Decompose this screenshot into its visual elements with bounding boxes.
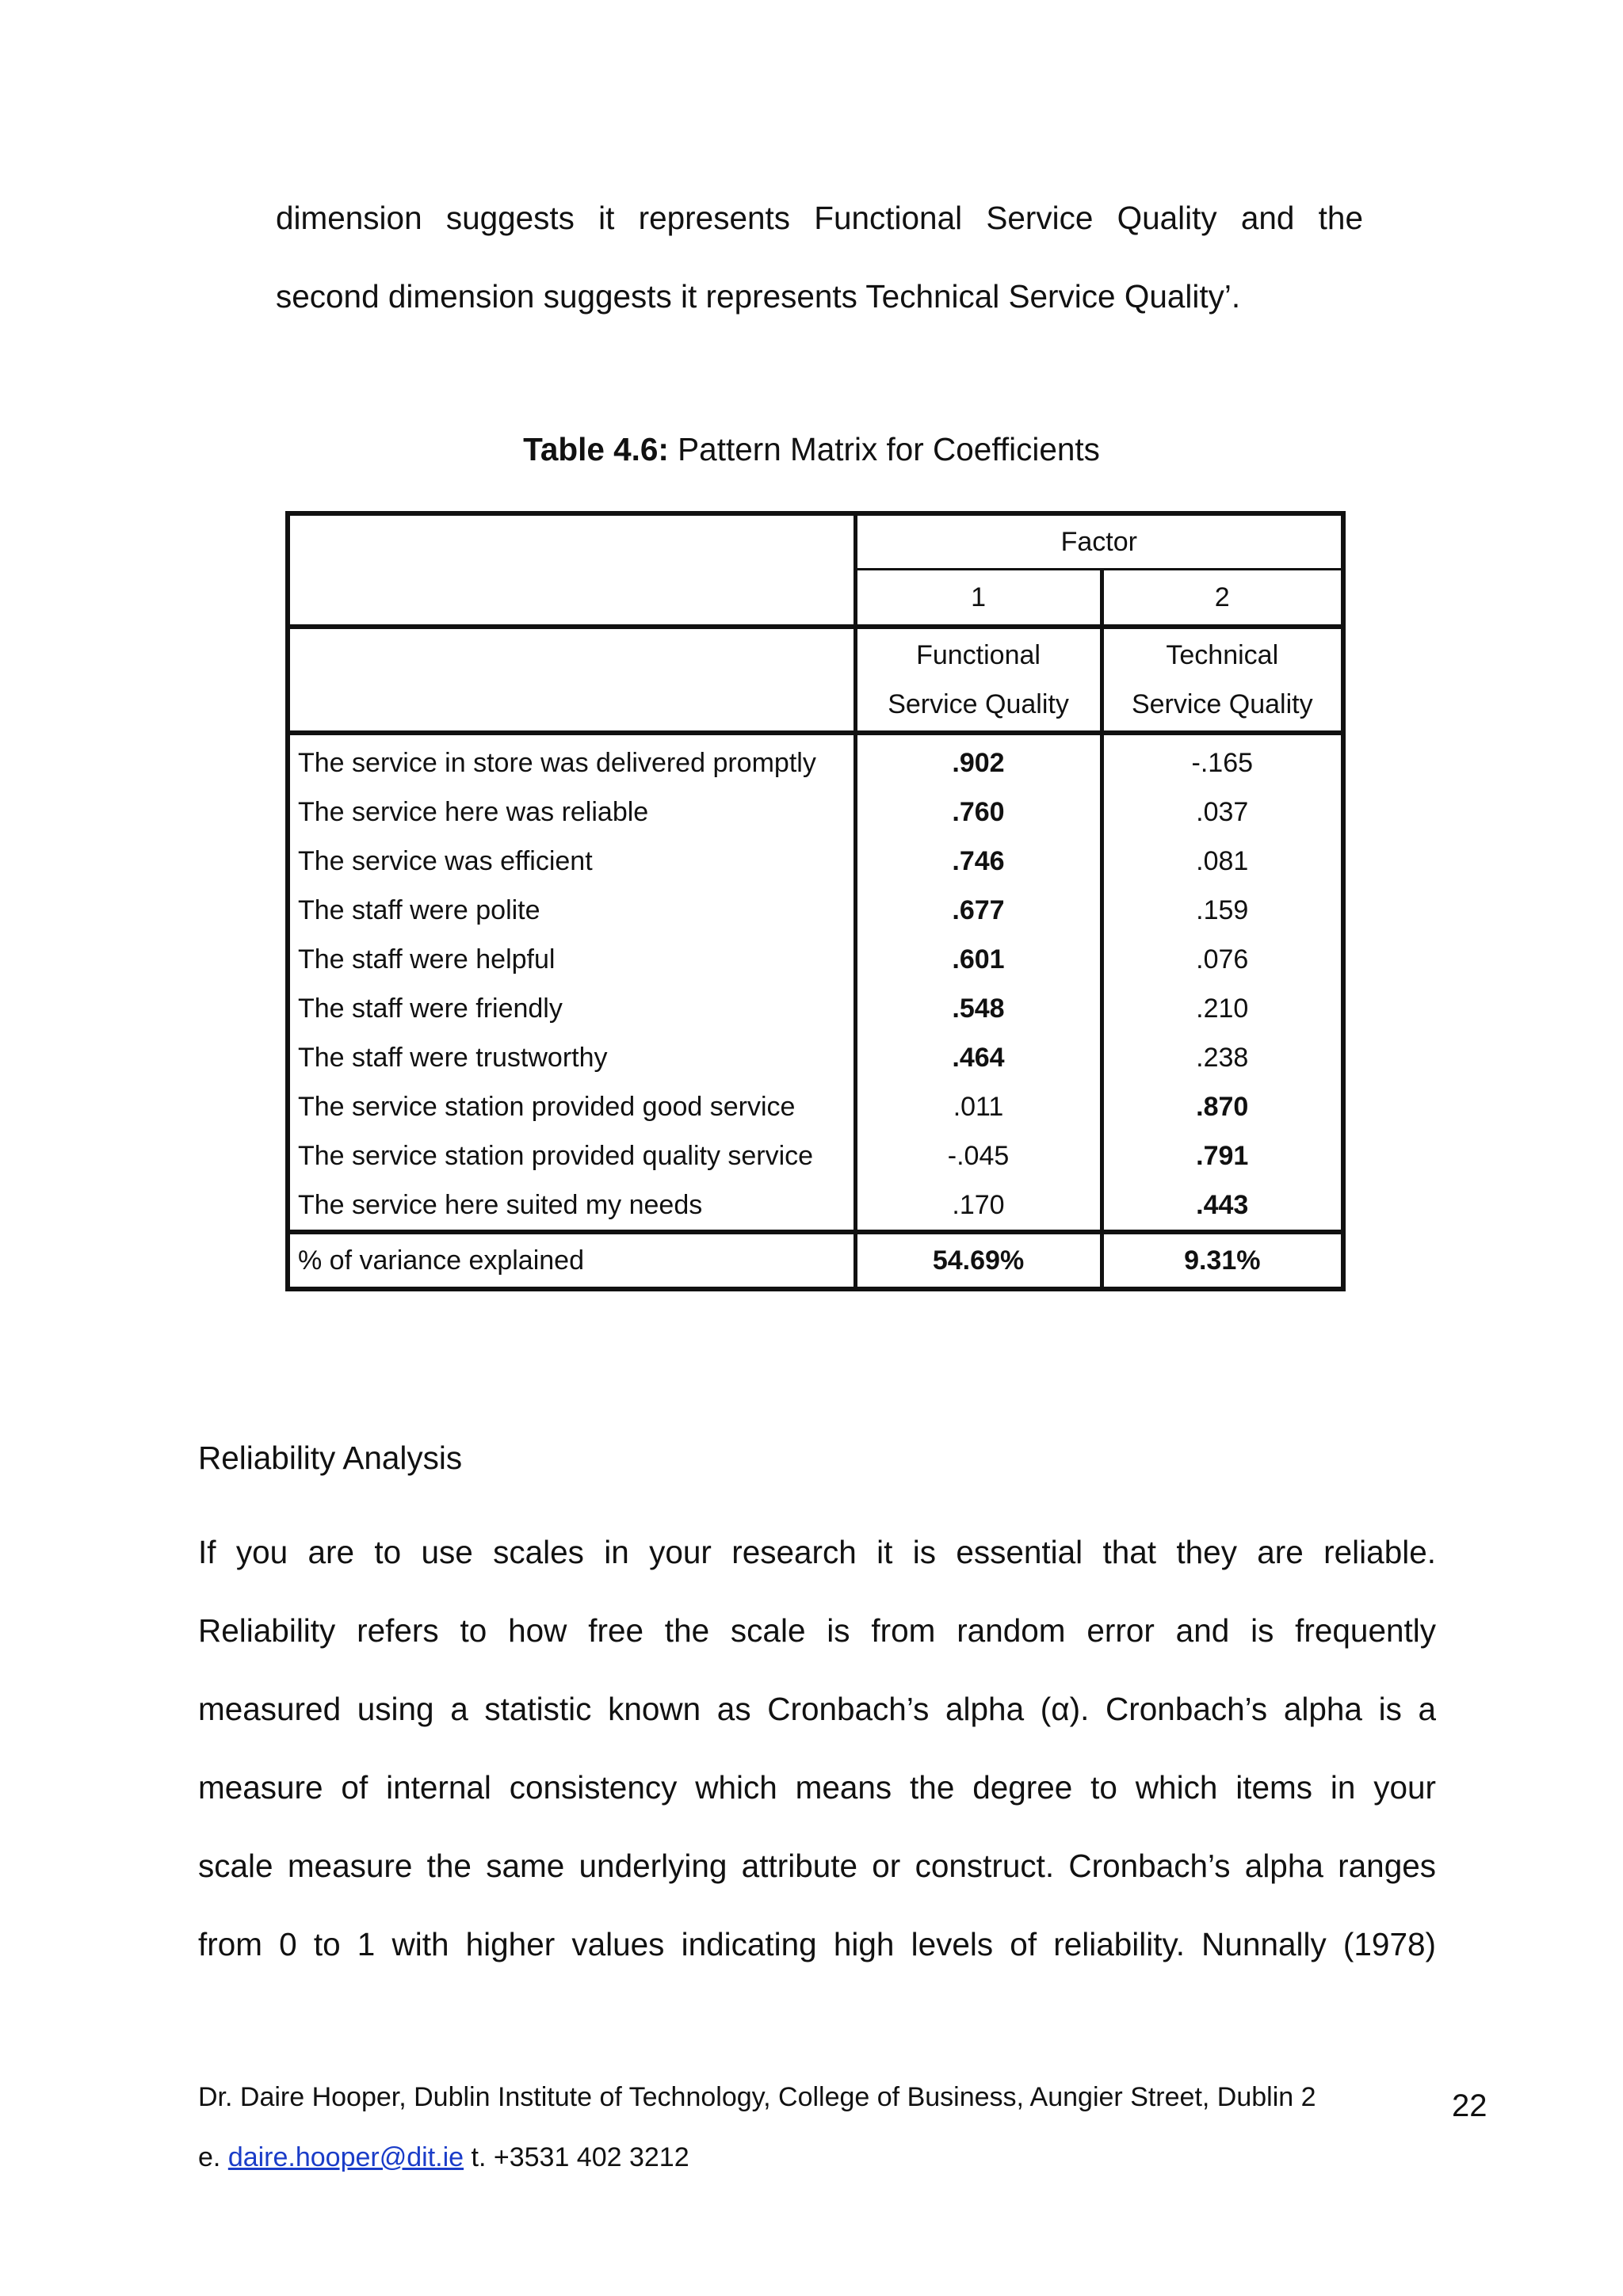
intro-line-1: dimension suggests it represents Functional Service Quality and the bbox=[276, 200, 1363, 236]
row-factor-1-value: .601 bbox=[855, 935, 1102, 984]
row-factor-2-value: -.165 bbox=[1102, 733, 1343, 788]
footer-affiliation: Dr. Daire Hooper, Dublin Institute of Technology, College of Business, Aungier Street, Dublin 2 bbox=[198, 2082, 1316, 2112]
intro-paragraph bbox=[276, 179, 1363, 336]
table-row bbox=[288, 733, 1343, 788]
table-caption-title: Pattern Matrix for Coefficients bbox=[668, 431, 1100, 467]
footer-contact bbox=[198, 2142, 689, 2173]
variance-label: % of variance explained bbox=[298, 1245, 585, 1276]
body-line-2: Reliability refers to how free the scale is from random error and is frequently bbox=[198, 1612, 1436, 1649]
row-factor-1-value: .760 bbox=[855, 788, 1102, 837]
factor-number-1: 1 bbox=[855, 570, 1102, 627]
page-number: 22 bbox=[1452, 2088, 1487, 2123]
factor-name-1 bbox=[855, 627, 1102, 733]
row-factor-2-value: .443 bbox=[1102, 1180, 1343, 1232]
footer-email-prefix: e. bbox=[198, 2142, 228, 2172]
table-row bbox=[288, 1131, 1343, 1180]
row-factor-1-value: .677 bbox=[855, 886, 1102, 935]
pattern-matrix-table bbox=[285, 511, 1346, 1291]
row-label: The service here was reliable bbox=[298, 796, 649, 827]
variance-factor-2: 9.31% bbox=[1102, 1232, 1343, 1289]
table-caption-number: Table 4.6: bbox=[523, 431, 669, 467]
factor-name-1-line-2: Service Quality bbox=[888, 689, 1069, 719]
footer-phone: t. +3531 402 3212 bbox=[464, 2142, 689, 2172]
factor-name-1-line-1: Functional bbox=[916, 640, 1041, 670]
row-label: The staff were friendly bbox=[298, 993, 563, 1024]
reliability-paragraph bbox=[198, 1513, 1436, 1984]
table-header-empty-cell-2 bbox=[288, 627, 855, 733]
row-factor-2-value: .791 bbox=[1102, 1131, 1343, 1180]
table-header-name-row bbox=[288, 627, 1343, 733]
row-factor-1-value: .902 bbox=[855, 733, 1102, 788]
section-heading: Reliability Analysis bbox=[198, 1440, 463, 1476]
table-row bbox=[288, 1180, 1343, 1232]
row-factor-1-value: .011 bbox=[855, 1082, 1102, 1131]
row-factor-1-value: -.045 bbox=[855, 1131, 1102, 1180]
table-row bbox=[288, 788, 1343, 837]
body-line-6: from 0 to 1 with higher values indicating high levels of reliability. Nunnally (1978) bbox=[198, 1926, 1436, 1962]
table-row bbox=[288, 837, 1343, 886]
table-row bbox=[288, 1033, 1343, 1082]
factor-name-2-line-1: Technical bbox=[1166, 640, 1279, 670]
table-row bbox=[288, 886, 1343, 935]
factor-name-2-line-2: Service Quality bbox=[1131, 689, 1313, 719]
body-line-3: measured using a statistic known as Cronbach’s alpha (α). Cronbach’s alpha is a bbox=[198, 1691, 1436, 1727]
factor-name-2 bbox=[1102, 627, 1343, 733]
table-header-empty-cell bbox=[288, 513, 855, 627]
factor-number-2: 2 bbox=[1102, 570, 1343, 627]
body-line-1: If you are to use scales in your research it is essential that they are reliable. bbox=[198, 1534, 1436, 1570]
row-factor-2-value: .076 bbox=[1102, 935, 1343, 984]
row-factor-1-value: .746 bbox=[855, 837, 1102, 886]
table-row bbox=[288, 935, 1343, 984]
variance-row bbox=[288, 1232, 1343, 1289]
row-label: The service station provided good service bbox=[298, 1091, 796, 1122]
table-row bbox=[288, 1082, 1343, 1131]
row-label: The service was efficient bbox=[298, 845, 593, 876]
factor-header: Factor bbox=[855, 513, 1343, 570]
row-factor-2-value: .037 bbox=[1102, 788, 1343, 837]
variance-factor-1: 54.69% bbox=[855, 1232, 1102, 1289]
row-factor-1-value: .170 bbox=[855, 1180, 1102, 1232]
intro-line-2: second dimension suggests it represents Technical Service Quality’. bbox=[276, 278, 1241, 315]
table-header-factor-row bbox=[288, 513, 1343, 570]
row-label: The staff were helpful bbox=[298, 944, 556, 974]
row-factor-2-value: .081 bbox=[1102, 837, 1343, 886]
table-caption bbox=[0, 431, 1623, 468]
row-factor-1-value: .464 bbox=[855, 1033, 1102, 1082]
row-factor-2-value: .870 bbox=[1102, 1082, 1343, 1131]
row-label: The service station provided quality service bbox=[298, 1140, 814, 1171]
row-label: The service in store was delivered promptly bbox=[298, 747, 816, 778]
row-factor-2-value: .238 bbox=[1102, 1033, 1343, 1082]
table-row bbox=[288, 984, 1343, 1033]
row-factor-2-value: .210 bbox=[1102, 984, 1343, 1033]
row-label: The service here suited my needs bbox=[288, 1180, 855, 1232]
row-label: The staff were trustworthy bbox=[298, 1042, 608, 1073]
row-factor-2-value: .159 bbox=[1102, 886, 1343, 935]
row-factor-1-value: .548 bbox=[855, 984, 1102, 1033]
body-line-4: measure of internal consistency which means the degree to which items in your bbox=[198, 1769, 1436, 1806]
footer-email-link[interactable]: daire.hooper@dit.ie bbox=[227, 2142, 464, 2172]
row-label: The staff were polite bbox=[298, 894, 540, 925]
body-line-5: scale measure the same underlying attribute or construct. Cronbach’s alpha ranges bbox=[198, 1848, 1436, 1884]
